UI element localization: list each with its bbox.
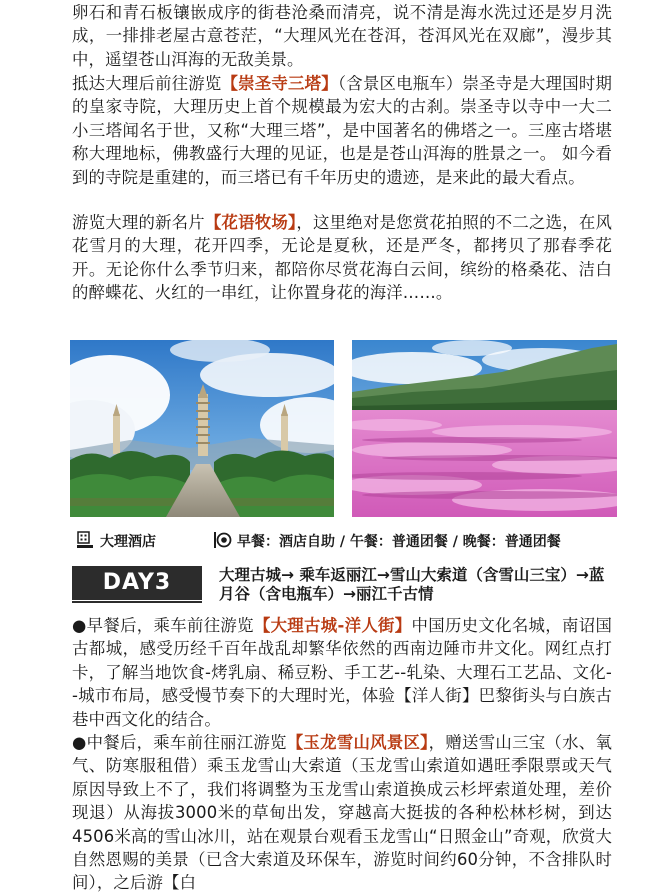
three-pagodas-description: （含景区电瓶车）崇圣寺是大理国时期的皇家寺院，大理历史上首个规模最为宏大的古刹。崇圣寺以寺中一大二小三塔闻名于世，又称“大理三塔”，是中国著名的佛塔之一。三座古塔堪称大理地标，佛教盛行大理的见证，也是是苍山洱海的胜景之一。 如今看到的寺院是重建的，而三塔已有千年历史的遗迹，是来此的最大看点。 [72, 74, 612, 187]
hotel-name: 大理酒店 [100, 534, 156, 550]
old-town-highlight: 【大理古城-洋人街】 [253, 616, 412, 635]
day-route: 大理古城→ 乘车返丽江→雪山大索道（含雪山三宝）→蓝月谷（含电瓶车）→丽江千古情 [219, 566, 605, 603]
intro-paragraph [72, 1, 612, 71]
three-pagodas-paragraph [72, 72, 612, 189]
flower-farm-lead: 游览大理的新名片 [72, 213, 205, 232]
three-pagodas-lead: 抵达大理后前往游览 [72, 74, 222, 93]
snow-mountain-paragraph [72, 731, 612, 895]
meal-icon [214, 531, 232, 549]
intro-text: 卵石和青石板镶嵌成序的街巷沧桑而清亮，说不清是海水洗过还是岁月洗成，一排排老屋古意苍茫，“大理风光在苍洱，苍洱风光在双廊”，漫步其中，遥望苍山洱海的无敌美景。 [72, 3, 612, 69]
flower-field-photo [352, 340, 617, 517]
snow-mountain-lead: ●中餐后，乘车前往丽江游览 [72, 733, 287, 752]
old-town-lead: ●早餐后，乘车前往游览 [72, 616, 254, 635]
flower-farm-highlight: 【花语牧场】 [204, 213, 297, 232]
old-town-description: 中国历史文化名城，南诏国古都城，感受历经千百年战乱却繁华依然的西南边陲市井文化。网红点打卡，了解当地饮食-烤乳扇、稀豆粉、手工艺--轧染、大理石工艺品、文化--城市布局，感受慢节奏下的大理时光，体验【洋人街】巴黎街头与白族古巷中西文化的结合。 [72, 616, 612, 729]
snow-mountain-description: ，赠送雪山三宝（水、氧气、防寒服租借）乘玉龙雪山大索道（玉龙雪山索道如遇旺季限票或天气原因导致上不了，我们将调整为玉龙雪山索道换成云杉坪索道处理，差价现退）从海拔3000米的草甸出发，穿越高大挺拔的各种松林杉树，到达4506米高的雪山冰川，站在观景台观看玉龙雪山“日照金山”奇观，欣赏大自然恩赐的美景（已含大索道及环保车，游览时间约60分钟，不含排队时间），之后游【白 [72, 733, 612, 893]
accommodation-row [76, 529, 621, 551]
three-pagodas-photo [70, 340, 334, 517]
three-pagodas-highlight: 【崇圣寺三塔】 [221, 74, 338, 93]
day-badge-underline [72, 601, 202, 603]
day-badge: DAY3 [72, 566, 202, 600]
meal-plan: 早餐：酒店自助 / 午餐：普通团餐 / 晚餐：普通团餐 [237, 534, 561, 550]
old-town-paragraph [72, 614, 612, 731]
flower-farm-paragraph [72, 211, 612, 305]
snow-mountain-highlight: 【玉龙雪山风景区】 [286, 733, 429, 752]
flower-farm-description: ，这里绝对是您赏花拍照的不二之选，在风花雪月的大理，花开四季，无论是夏秋，还是严冬，都拷贝了那春季花开。无论你什么季节归来，都陪你尽赏花海白云间，缤纷的格桑花、洁白的醉蝶花、火红的一串红，让你置身花的海洋……。 [72, 213, 612, 303]
hotel-icon [76, 530, 94, 550]
